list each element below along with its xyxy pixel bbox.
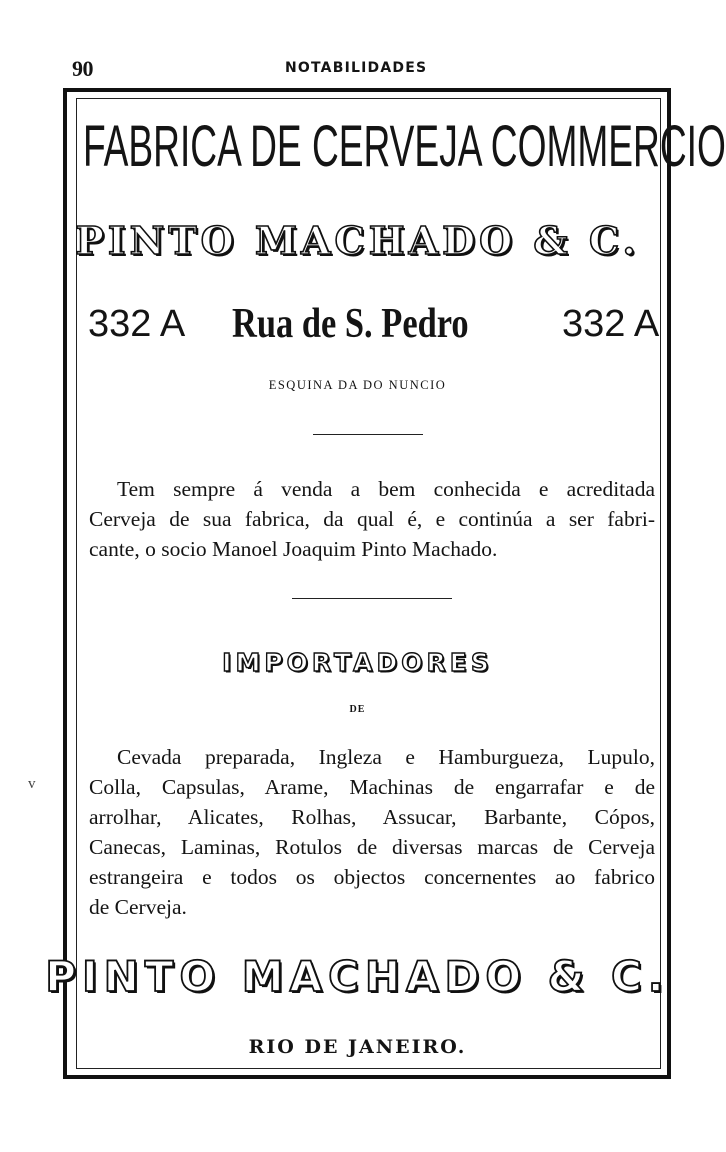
goods-line: estrangeira e todos os objectos concernentes ao fabrico bbox=[89, 865, 655, 889]
goods-line: arrolhar, Alicates, Rolhas, Assucar, Barbante, Cópos, bbox=[89, 805, 655, 829]
section-subtitle: DE bbox=[349, 704, 366, 715]
intro-line: Cerveja de sua fabrica, da qual é, e continúa a ser fabri- bbox=[89, 507, 655, 531]
section-title: IMPORTADORES bbox=[222, 648, 493, 677]
running-title: NOTABILIDADES bbox=[285, 60, 428, 76]
firm-name: PINTO MACHADO & C. bbox=[75, 218, 640, 263]
headline: FABRICA DE CERVEJA COMMERCIO bbox=[83, 114, 726, 179]
intro-line: Tem sempre á venda a bem conhecida e acreditada bbox=[117, 477, 655, 501]
city-line: RIO DE JANEIRO. bbox=[248, 1036, 467, 1058]
goods-line: Cevada preparada, Ingleza e Hamburgueza, Lupulo, bbox=[117, 745, 655, 769]
address-number-right: 332 A bbox=[562, 303, 660, 345]
goods-paragraph bbox=[89, 742, 655, 922]
divider-rule bbox=[313, 434, 423, 435]
address-number-left: 332 A bbox=[88, 303, 186, 345]
margin-mark: v bbox=[28, 776, 36, 792]
corner-note: ESQUINA DA DO NUNCIO bbox=[268, 378, 447, 392]
intro-line: cante, o socio Manoel Joaquim Pinto Machado. bbox=[89, 537, 498, 561]
goods-line: Canecas, Laminas, Rotulos de diversas marcas de Cerveja bbox=[89, 835, 655, 859]
divider-rule bbox=[292, 598, 452, 599]
goods-line: Colla, Capsulas, Arame, Machinas de engarrafar e de bbox=[89, 775, 655, 799]
page-number: 90 bbox=[72, 56, 93, 81]
goods-line: de Cerveja. bbox=[89, 895, 187, 919]
address-street: Rua de S. Pedro bbox=[232, 301, 469, 347]
footer-firm-name: PINTO MACHADO & C. bbox=[45, 952, 670, 1001]
intro-paragraph bbox=[89, 474, 655, 564]
